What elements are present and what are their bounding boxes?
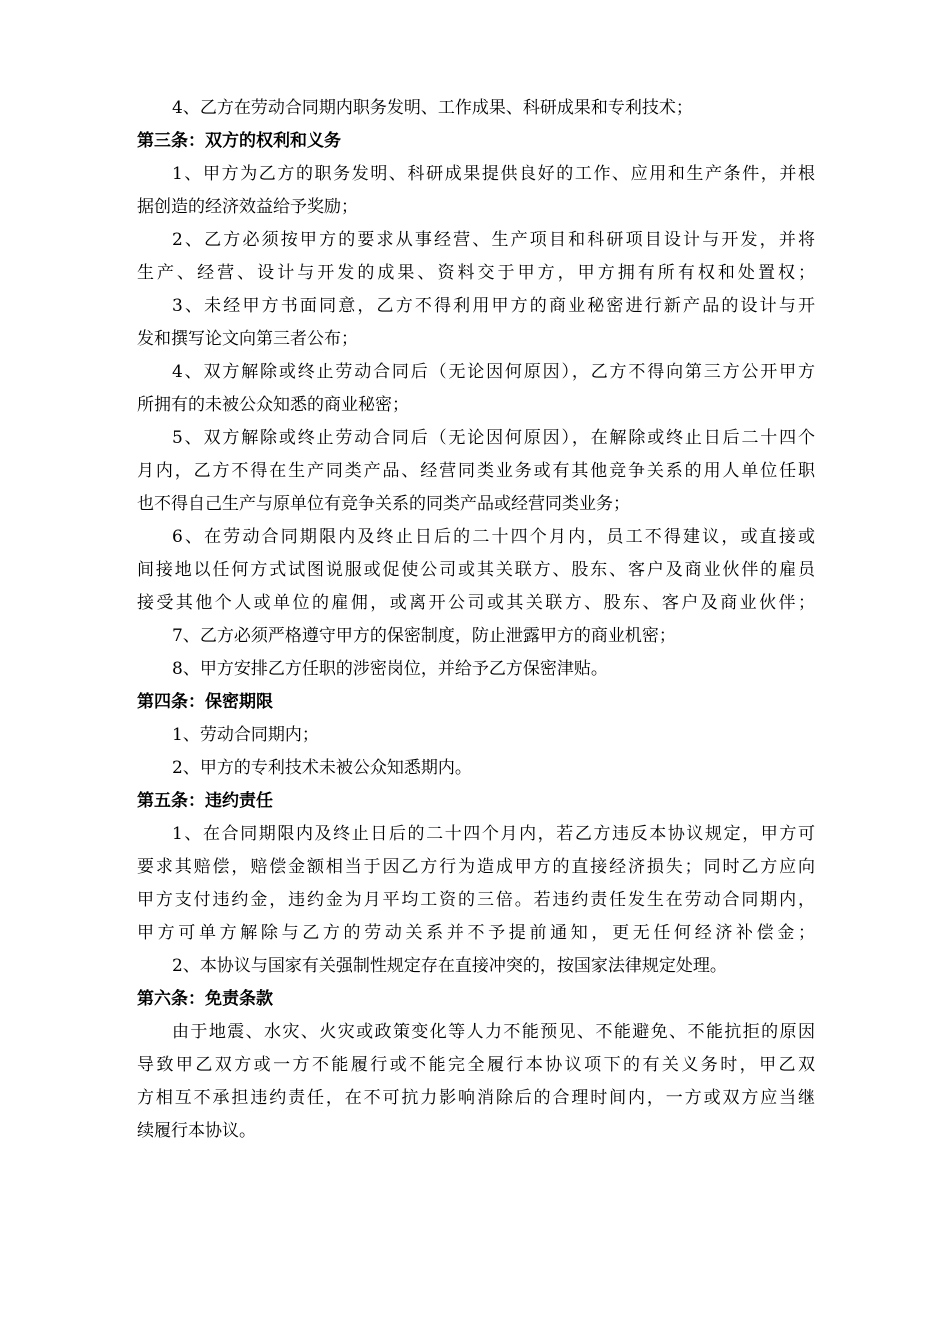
paragraph-line: 4、双方解除或终止劳动合同后（无论因何原因），乙方不得向第三方公开甲方 <box>172 362 815 382</box>
paragraph-line: 2、本协议与国家有关强制性规定存在直接冲突的，按国家法律规定处理。 <box>172 956 727 976</box>
paragraph-line: 2、乙方必须按甲方的要求从事经营、生产项目和科研项目设计与开发，并将 <box>172 230 815 250</box>
paragraph-line: 2、甲方的专利技术未被公众知悉期内。 <box>172 758 472 778</box>
paragraph-line: 间接地以任何方式试图说服或促使公司或其关联方、股东、客户及商业伙伴的雇员 <box>137 560 815 580</box>
section-heading: 第六条：免责条款 <box>137 989 273 1009</box>
paragraph-line: 由于地震、水灾、火灾或政策变化等人力不能预见、不能避免、不能抗拒的原因 <box>172 1022 815 1042</box>
paragraph-line: 5、双方解除或终止劳动合同后（无论因何原因），在解除或终止日后二十四个 <box>172 428 815 448</box>
paragraph-line: 月内，乙方不得在生产同类产品、经营同类业务或有其他竞争关系的用人单位任职 <box>137 461 815 481</box>
section-heading: 第五条：违约责任 <box>137 791 273 811</box>
section-heading: 第四条：保密期限 <box>137 692 273 712</box>
paragraph-line: 据创造的经济效益给予奖励； <box>137 197 358 217</box>
paragraph-line: 1、劳动合同期内； <box>172 725 319 745</box>
paragraph-line: 1、在合同期限内及终止日后的二十四个月内，若乙方违反本协议规定，甲方可 <box>172 824 815 844</box>
document-page <box>137 92 815 1148</box>
paragraph-line: 4、乙方在劳动合同期内职务发明、工作成果、科研成果和专利技术； <box>172 98 693 118</box>
paragraph-line: 所拥有的未被公众知悉的商业秘密； <box>137 395 409 415</box>
paragraph-line: 要求其赔偿，赔偿金额相当于因乙方行为造成甲方的直接经济损失；同时乙方应向 <box>137 857 815 877</box>
paragraph-line: 甲方可单方解除与乙方的劳动关系并不予提前通知，更无任何经济补偿金； <box>137 923 815 943</box>
paragraph-line: 6、在劳动合同期限内及终止日后的二十四个月内，员工不得建议，或直接或 <box>172 527 815 547</box>
paragraph-line: 发和撰写论文向第三者公布； <box>137 329 358 349</box>
paragraph-line: 3、未经甲方书面同意，乙方不得利用甲方的商业秘密进行新产品的设计与开 <box>172 296 815 316</box>
section-heading: 第三条：双方的权利和义务 <box>137 131 341 151</box>
paragraph-line: 1、甲方为乙方的职务发明、科研成果提供良好的工作、应用和生产条件，并根 <box>172 164 815 184</box>
paragraph-line: 8、甲方安排乙方任职的涉密岗位，并给予乙方保密津贴。 <box>172 659 608 679</box>
paragraph-line: 生产、经营、设计与开发的成果、资料交于甲方，甲方拥有所有权和处置权； <box>137 263 815 283</box>
paragraph-line: 7、乙方必须严格遵守甲方的保密制度，防止泄露甲方的商业机密； <box>172 626 676 646</box>
paragraph-line: 方相互不承担违约责任，在不可抗力影响消除后的合理时间内，一方或双方应当继 <box>137 1088 815 1108</box>
paragraph-line: 导致甲乙双方或一方不能履行或不能完全履行本协议项下的有关义务时，甲乙双 <box>137 1055 815 1075</box>
paragraph-line: 也不得自己生产与原单位有竞争关系的同类产品或经营同类业务； <box>137 494 630 514</box>
paragraph-line: 续履行本协议。 <box>137 1121 256 1141</box>
paragraph-line: 接受其他个人或单位的雇佣，或离开公司或其关联方、股东、客户及商业伙伴； <box>137 593 815 613</box>
paragraph-line: 甲方支付违约金，违约金为月平均工资的三倍。若违约责任发生在劳动合同期内， <box>137 890 815 910</box>
